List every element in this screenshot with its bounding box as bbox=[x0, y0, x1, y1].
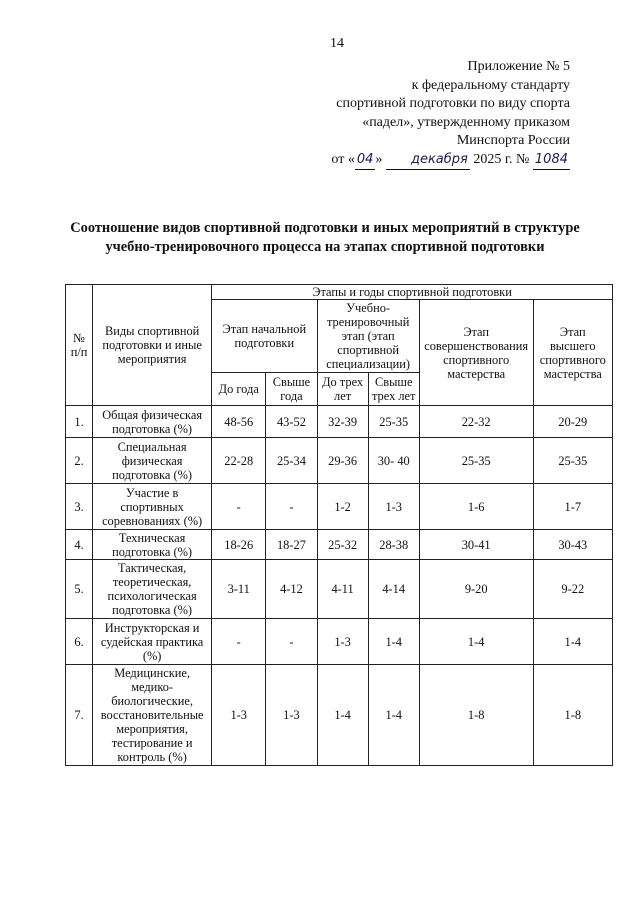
annex-line-3: спортивной подготовки по виду спорта bbox=[336, 96, 570, 111]
cell-improvement: 1-4 bbox=[419, 619, 533, 665]
page-number: 14 bbox=[330, 36, 344, 51]
cell-over-year: 18-27 bbox=[266, 530, 317, 560]
cell-highest: 1-7 bbox=[533, 484, 612, 530]
header-highest-stage: Этап высшего спортивного мастерства bbox=[533, 300, 612, 406]
header-stages-years: Этапы и годы спортивной подготовки bbox=[212, 285, 613, 300]
cell-over-three: 25-35 bbox=[368, 406, 419, 438]
cell-up-to-year: 22-28 bbox=[212, 438, 266, 484]
annex-line-4: «падел», утвержденному приказом bbox=[362, 114, 570, 130]
annex-block bbox=[270, 58, 570, 170]
header-kind: Виды спортивной подготовки и иные мероприятия bbox=[93, 285, 212, 406]
cell-improvement: 22-32 bbox=[419, 406, 533, 438]
header-initial-stage: Этап начальной подготовки bbox=[212, 300, 317, 373]
table-row bbox=[66, 438, 613, 484]
cell-up-to-year: 3-11 bbox=[212, 560, 266, 619]
cell-over-year: 43-52 bbox=[266, 406, 317, 438]
cell-over-year: - bbox=[266, 619, 317, 665]
row-kind: Общая физическая подготовка (%) bbox=[93, 406, 212, 438]
order-number: 1084 bbox=[533, 151, 570, 171]
date-day: 04 bbox=[355, 151, 376, 171]
date-prefix: от « bbox=[331, 151, 355, 167]
cell-improvement: 25-35 bbox=[419, 438, 533, 484]
cell-improvement: 30-41 bbox=[419, 530, 533, 560]
cell-over-three: 4-14 bbox=[368, 560, 419, 619]
cell-over-three: 1-4 bbox=[368, 665, 419, 766]
cell-over-year: - bbox=[266, 484, 317, 530]
header-num: № п/п bbox=[66, 285, 93, 406]
cell-up-to-three: 1-4 bbox=[317, 665, 368, 766]
cell-highest: 1-8 bbox=[533, 665, 612, 766]
cell-improvement: 1-8 bbox=[419, 665, 533, 766]
cell-over-year: 1-3 bbox=[266, 665, 317, 766]
cell-up-to-three: 29-36 bbox=[317, 438, 368, 484]
table-row bbox=[66, 406, 613, 438]
row-kind: Медицинские, медико-биологические, восстановительные мероприятия, тестирование и контроль (%) bbox=[93, 665, 212, 766]
table-row bbox=[66, 665, 613, 766]
cell-up-to-year: 1-3 bbox=[212, 665, 266, 766]
ratio-table bbox=[65, 284, 613, 766]
cell-up-to-three: 32-39 bbox=[317, 406, 368, 438]
annex-line-5: Минспорта России bbox=[456, 133, 570, 148]
row-kind: Специальная физическая подготовка (%) bbox=[93, 438, 212, 484]
row-num: 5. bbox=[66, 560, 93, 619]
cell-over-year: 4-12 bbox=[266, 560, 317, 619]
row-kind: Инструкторская и судейская практика (%) bbox=[93, 619, 212, 665]
cell-up-to-year: 18-26 bbox=[212, 530, 266, 560]
cell-highest: 9-22 bbox=[533, 560, 612, 619]
cell-over-three: 1-4 bbox=[368, 619, 419, 665]
table-row bbox=[66, 530, 613, 560]
row-kind: Техническая подготовка (%) bbox=[93, 530, 212, 560]
header-row-1 bbox=[66, 285, 613, 300]
date-year: 2025 г. № bbox=[473, 151, 530, 167]
date-month: декабря bbox=[386, 151, 470, 171]
table-row bbox=[66, 619, 613, 665]
row-kind: Участие в спортивных соревнованиях (%) bbox=[93, 484, 212, 530]
header-up-to-year: До года bbox=[212, 373, 266, 406]
cell-up-to-year: 48-56 bbox=[212, 406, 266, 438]
table-row bbox=[66, 484, 613, 530]
cell-highest: 25-35 bbox=[533, 438, 612, 484]
cell-up-to-year: - bbox=[212, 619, 266, 665]
cell-improvement: 1-6 bbox=[419, 484, 533, 530]
row-num: 4. bbox=[66, 530, 93, 560]
cell-up-to-three: 25-32 bbox=[317, 530, 368, 560]
row-num: 3. bbox=[66, 484, 93, 530]
cell-highest: 30-43 bbox=[533, 530, 612, 560]
date-mid: » bbox=[375, 151, 383, 167]
cell-over-year: 25-34 bbox=[266, 438, 317, 484]
title-line-1: Соотношение видов спортивной подготовки и иных мероприятий в структуре bbox=[70, 220, 580, 236]
title-line-2: учебно-тренировочного процесса на этапах спортивной подготовки bbox=[105, 239, 545, 255]
row-num: 6. bbox=[66, 619, 93, 665]
row-kind: Тактическая, теоретическая, психологическая подготовка (%) bbox=[93, 560, 212, 619]
cell-up-to-three: 1-3 bbox=[317, 619, 368, 665]
document-title bbox=[60, 219, 590, 257]
header-over-three: Свыше трех лет bbox=[368, 373, 419, 406]
header-over-year: Свыше года bbox=[266, 373, 317, 406]
cell-highest: 20-29 bbox=[533, 406, 612, 438]
annex-date-line bbox=[270, 151, 570, 171]
row-num: 2. bbox=[66, 438, 93, 484]
cell-up-to-three: 4-11 bbox=[317, 560, 368, 619]
cell-up-to-year: - bbox=[212, 484, 266, 530]
cell-over-three: 28-38 bbox=[368, 530, 419, 560]
annex-line-1: Приложение № 5 bbox=[467, 59, 570, 74]
header-up-to-three: До трех лет bbox=[317, 373, 368, 406]
cell-improvement: 9-20 bbox=[419, 560, 533, 619]
cell-over-three: 30- 40 bbox=[368, 438, 419, 484]
annex-line-2: к федеральному стандарту bbox=[411, 77, 570, 93]
row-num: 7. bbox=[66, 665, 93, 766]
header-training-stage: Учебно-тренировочный этап (этап спортивной специализации) bbox=[317, 300, 419, 373]
table-row bbox=[66, 560, 613, 619]
cell-highest: 1-4 bbox=[533, 619, 612, 665]
header-improvement-stage: Этап совершенствования спортивного мастерства bbox=[419, 300, 533, 406]
row-num: 1. bbox=[66, 406, 93, 438]
cell-up-to-three: 1-2 bbox=[317, 484, 368, 530]
cell-over-three: 1-3 bbox=[368, 484, 419, 530]
